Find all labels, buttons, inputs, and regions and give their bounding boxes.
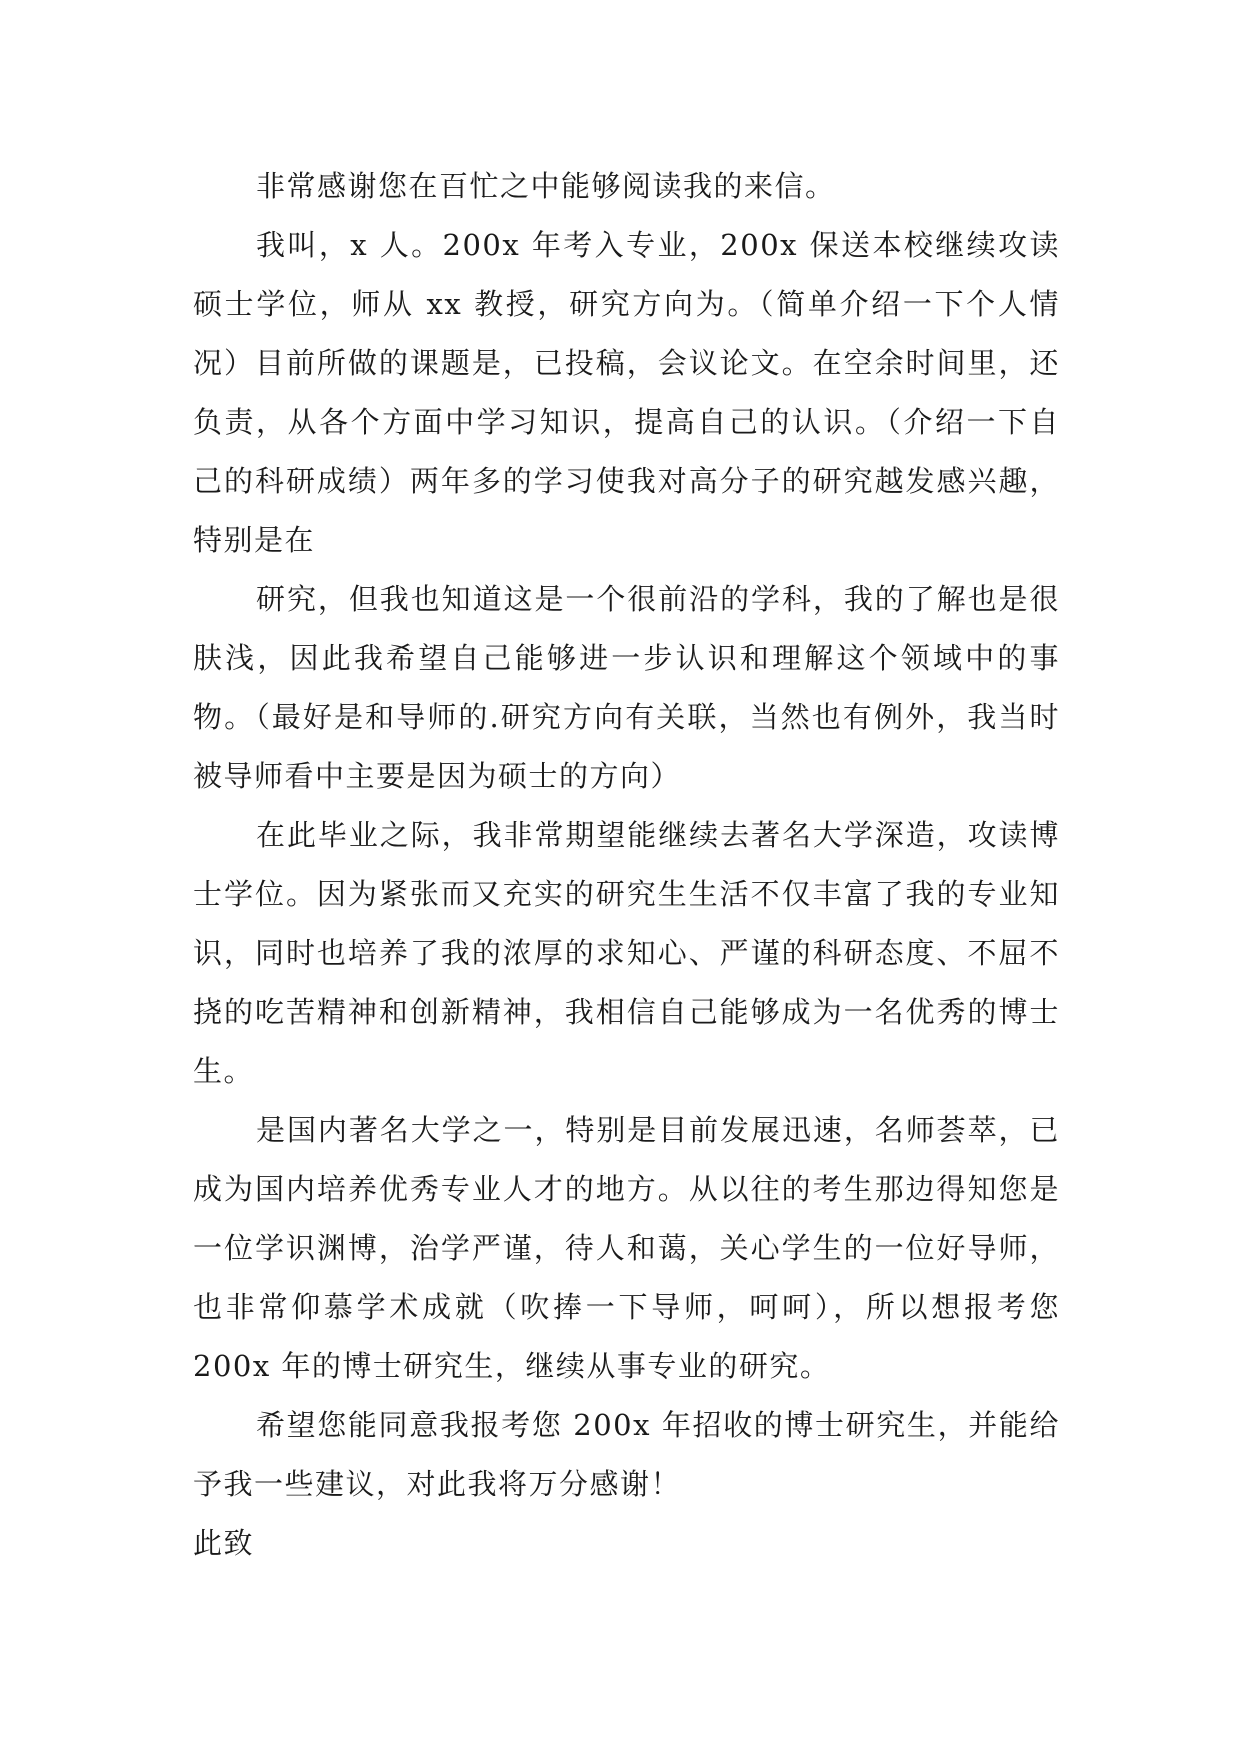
paragraph-request: 希望您能同意我报考您 200x 年招收的博士研究生，并能给予我一些建议，对此我将万分感谢！ (193, 1408, 1060, 1501)
paragraph-university-praise: 是国内著名大学之一，特别是目前发展迅速，名师荟萃，已成为国内培养优秀专业人才的地方。从以往的考生那边得知您是一位学识渊博，治学严谨，待人和蔼，关心学生的一位好导师，也非常仰慕学术成就（吹捧一下导师，呵呵），所以想报考您 200x 年的博士研究生，继续从事专业的研究。 (193, 1113, 1060, 1383)
letter-body (193, 157, 1060, 1573)
closing-salutation: 此致 (193, 1526, 255, 1560)
paragraph-thanks: 非常感谢您在百忙之中能够阅读我的来信。 (256, 169, 836, 203)
paragraph-graduation-goal: 在此毕业之际，我非常期望能继续去著名大学深造，攻读博士学位。因为紧张而又充实的研究生生活不仅丰富了我的专业知识，同时也培养了我的浓厚的求知心、严谨的科研态度、不屈不挠的吃苦精神和创新精神，我相信自己能够成为一名优秀的博士生。 (193, 818, 1060, 1088)
paragraph-self-introduction: 我叫，x 人。200x 年考入专业，200x 保送本校继续攻读硕士学位，师从 xx 教授，研究方向为。（简单介绍一下个人情况）目前所做的课题是，已投稿，会议论文。在空余时间里，还负责，从各个方面中学习知识，提高自己的认识。（介绍一下自己的科研成绩）两年多的学习使我对高分子的研究越发感兴趣，特别是在 (193, 228, 1060, 557)
paragraph-research-interest: 研究，但我也知道这是一个很前沿的学科，我的了解也是很肤浅，因此我希望自己能够进一步认识和理解这个领域中的事物。（最好是和导师的.研究方向有关联，当然也有例外，我当时被导师看中主要是因为硕士的方向） (193, 582, 1060, 793)
